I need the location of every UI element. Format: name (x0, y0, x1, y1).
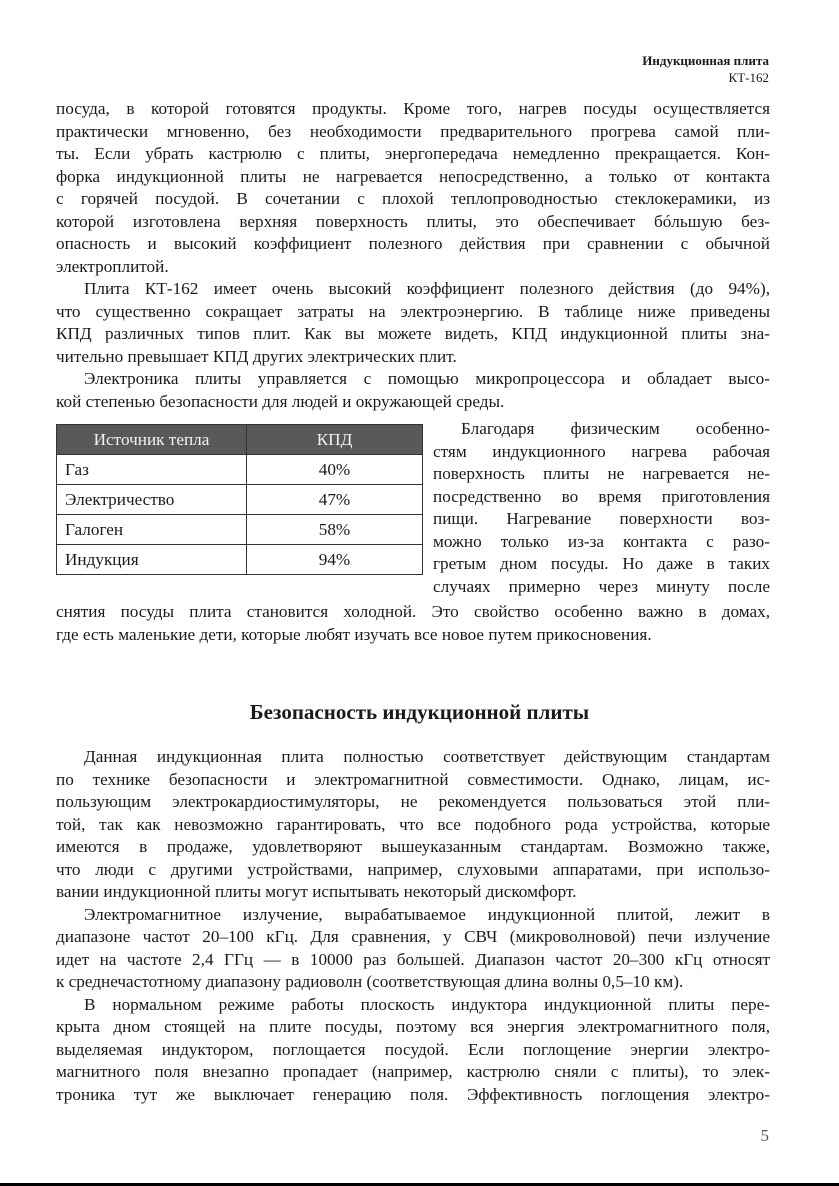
text-line: по технике безопасности и электромагнитной совместимости. Однако, лицам, ис- (56, 769, 770, 789)
text-line: стям индукционного нагрева рабочая (433, 441, 770, 461)
cell-source: Индукция (57, 545, 247, 575)
text-line: форка индукционной плиты не нагревается непосредственно, а только от контакта (56, 166, 770, 186)
safety-paragraphs (56, 746, 770, 1106)
table-row (57, 515, 423, 545)
text-line: опасность и высокий коэффициент полезного действия при сравнении с обычной (56, 234, 770, 253)
cell-kpd: 47% (247, 485, 423, 515)
text-line: поверхность плиты не нагревается не- (433, 464, 770, 483)
text-line: Данная индукционная плита полностью соответствует действующим стандартам (84, 747, 770, 766)
text-line: посуда, в которой готовятся продукты. Кроме того, нагрев посуды осуществляется (56, 99, 770, 118)
cell-kpd: 58% (247, 515, 423, 545)
text-line: магнитного поля внезапно пропадает (например, кастрюлю сняли с плиты), то элек- (56, 1062, 770, 1081)
text-line: Благодаря физическим особенно- (461, 419, 770, 438)
text-line: троника тут же выключает генерацию поля. Эффективность поглощения электро- (56, 1084, 770, 1104)
table-side-paragraph (433, 418, 770, 598)
side-paragraph-continuation (56, 601, 770, 646)
text-line: В нормальном режиме работы плоскость индуктора индукционной плиты пере- (84, 994, 770, 1014)
text-line: можно только из-за контакта с разо- (433, 531, 770, 551)
text-line: той, так как невозможно гарантировать, что все подобного рода устройства, которые (56, 814, 770, 834)
text-line: Плита КТ-162 имеет очень высокий коэффициент полезного действия (до 94%), (84, 279, 770, 298)
text-line: гретым дном посуды. Но даже в таких (433, 554, 770, 573)
text-line: электроплитой. (56, 256, 169, 276)
column-header-kpd: КПД (247, 425, 423, 455)
table-row (57, 485, 423, 515)
cell-kpd: 94% (247, 545, 423, 575)
column-header-source: Источник тепла (57, 425, 247, 455)
text-line: имеются в продаже, удовлетворяют вышеуказанным стандартам. Возможно также, (56, 837, 770, 856)
running-head (642, 52, 769, 86)
text-line: что существенно сокращает затраты на электроэнергию. В таблице ниже приведены (56, 301, 770, 321)
text-line: с горячей посудой. В сочетании с плохой теплопроводностью стеклокерамики, из (56, 189, 770, 208)
text-line: чительно превышает КПД других электрических плит. (56, 346, 457, 366)
running-head-title: Индукционная плита (642, 53, 769, 68)
cell-source: Газ (57, 455, 247, 485)
text-line: Электромагнитное излучение, вырабатываемое индукционной плитой, лежит в (84, 904, 770, 924)
text-line: ты. Если убрать кастрюлю с плиты, энергопередача немедленно прекращается. Кон- (56, 144, 770, 163)
text-line: пищи. Нагревание поверхности воз- (433, 509, 770, 528)
table-row (57, 545, 423, 575)
cell-source: Галоген (57, 515, 247, 545)
text-line: крыта дном стоящей на плите посуды, поэтому вся энергия электромагнитного поля, (56, 1017, 770, 1036)
text-line: диапазоне частот 20–100 кГц. Для сравнения, у СВЧ (микроволновой) печи излучение (56, 927, 770, 946)
efficiency-table (56, 424, 423, 575)
intro-paragraphs (56, 98, 770, 413)
text-line: где есть маленькие дети, которые любят изучать все новое путем прикосновения. (56, 624, 652, 644)
section-heading: Безопасность индукционной плиты (249, 700, 590, 724)
text-line: кой степенью безопасности для людей и окружающей среды. (56, 391, 505, 411)
text-line: вании индукционной плиты могут испытывать некоторый дискомфорт. (56, 882, 577, 901)
text-line: случаях примерно через минуту после (433, 576, 770, 596)
text-line: к среднечастотному диапазону радиоволн (соответствующая длина волны 0,5–10 км). (56, 972, 684, 991)
text-line: Электроника плиты управляется с помощью микропроцессора и обладает высо- (84, 369, 770, 388)
cell-source: Электричество (57, 485, 247, 515)
page-number: 5 (760, 1126, 769, 1145)
cell-kpd: 40% (247, 455, 423, 485)
text-line: что люди с другими устройствами, например, слуховыми аппаратами, при использо- (56, 859, 770, 879)
text-line: посредственно во время приготовления (433, 486, 770, 506)
table-row (57, 455, 423, 485)
table-header-row (57, 425, 423, 455)
text-line: снятия посуды плита становится холодной. Это свойство особенно важно в домах, (56, 602, 770, 621)
text-line: пользующим электрокардиостимуляторы, не рекомендуется пользоваться этой пли- (56, 792, 770, 811)
text-line: которой изготовлена верхняя поверхность плиты, это обеспечивает бóльшую без- (56, 211, 770, 231)
text-line: идет на частоте 2,4 ГГц — в 10000 раз большей. Диапазон частот 20–300 кГц относят (56, 949, 770, 969)
text-line: КПД различных типов плит. Как вы можете видеть, КПД индукционной плиты зна- (56, 324, 770, 343)
text-line: практически мгновенно, без необходимости предварительного прогрева самой пли- (56, 121, 770, 141)
text-line: выделяемая индуктором, поглощается посудой. Если поглощение энергии электро- (56, 1039, 770, 1059)
running-head-model: КТ-162 (728, 70, 769, 85)
